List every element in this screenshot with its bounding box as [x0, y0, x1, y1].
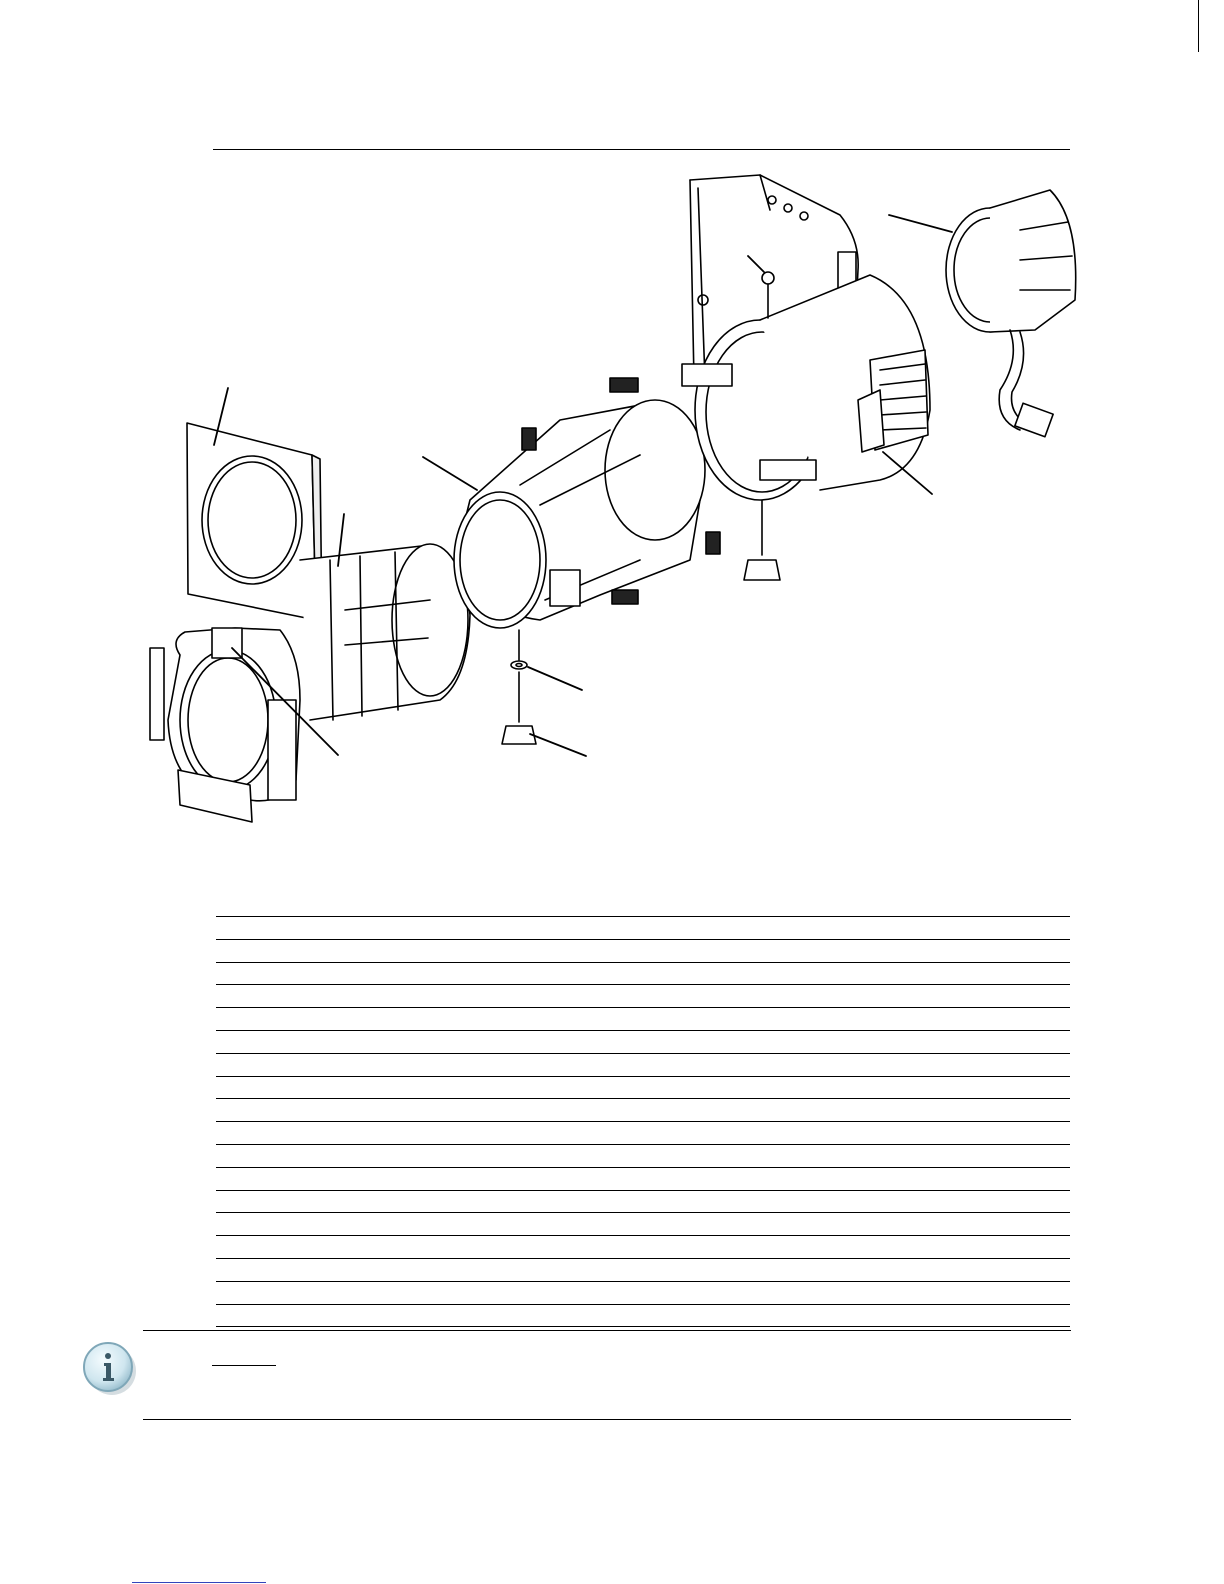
table-row [216, 1168, 1070, 1191]
note-label-underline [212, 1365, 276, 1366]
table-row [216, 985, 1070, 1008]
footer-link-underline[interactable] [132, 1582, 266, 1583]
table-row [216, 940, 1070, 963]
table-row [216, 1191, 1070, 1214]
leader-barrel [423, 457, 477, 490]
lamp-cap-part [946, 190, 1076, 437]
barrel-body-part [454, 378, 720, 628]
note-bottom-rule [143, 1419, 1071, 1420]
parts-table [216, 916, 1070, 1327]
exploded-diagram [0, 150, 1224, 850]
table-row [216, 1008, 1070, 1031]
table-row [216, 1282, 1070, 1305]
table-row [216, 1305, 1070, 1328]
table-row [216, 1236, 1070, 1259]
thumbscrew-part [502, 672, 536, 744]
table-row [216, 1213, 1070, 1236]
leader-lamp-cap [889, 215, 952, 232]
table-row [216, 1031, 1070, 1054]
leader-thumbscrew [530, 734, 586, 756]
gel-frame-part [187, 423, 322, 624]
table-header-row [216, 916, 1070, 940]
table-row [216, 1122, 1070, 1145]
note-top-rule [143, 1330, 1071, 1331]
leader-washer [528, 667, 582, 690]
info-icon [78, 1338, 142, 1402]
yoke-screw-part [762, 272, 774, 318]
table-row [216, 963, 1070, 986]
table-row [216, 1099, 1070, 1122]
table-row [216, 1054, 1070, 1077]
table-row [216, 1259, 1070, 1282]
washer-part [511, 630, 527, 669]
leader-yoke-screw [748, 256, 764, 272]
page-edge-line [1198, 0, 1199, 52]
reflector-part [682, 275, 930, 500]
table-row [216, 1145, 1070, 1168]
table-row [216, 1077, 1070, 1100]
yoke-knob-part [744, 500, 780, 580]
